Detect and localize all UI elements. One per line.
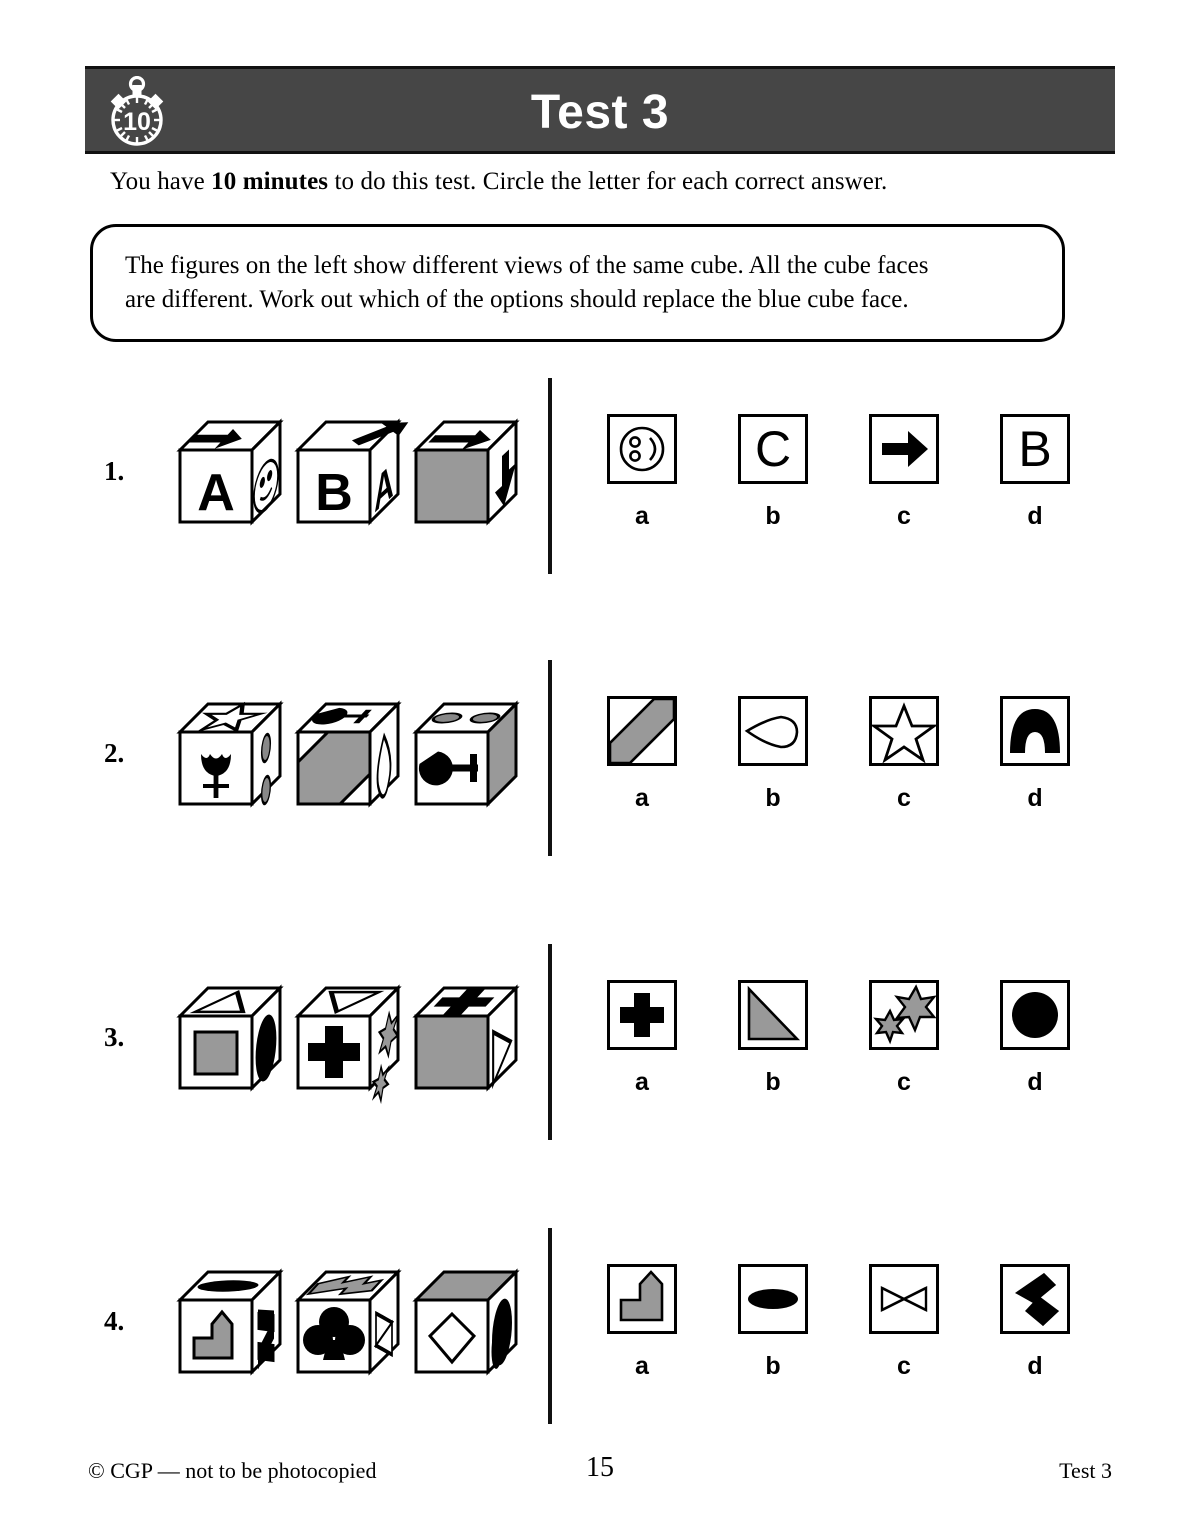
option-d[interactable] — [993, 1264, 1077, 1381]
cube-figures — [170, 680, 520, 840]
teardrop-icon — [741, 699, 805, 763]
option-c[interactable] — [862, 696, 946, 813]
cube-3-2 — [298, 988, 398, 1108]
answer-options — [600, 414, 1080, 564]
test-header-bar — [85, 66, 1115, 154]
option-label: d — [1027, 1068, 1043, 1096]
grey-house-shape-icon — [610, 1267, 674, 1331]
black-ellipse-icon — [741, 1267, 805, 1331]
option-label: c — [897, 1352, 911, 1380]
question-row-1 — [0, 378, 1200, 578]
black-arch-icon — [1003, 699, 1067, 763]
question-divider — [548, 944, 552, 1140]
question-row-4 — [0, 1228, 1200, 1428]
cube-4-2 — [298, 1272, 398, 1372]
footer-copyright: © CGP — not to be photocopied — [88, 1458, 377, 1483]
intro-prefix: You have — [110, 168, 212, 195]
question-number: 4. — [104, 1306, 125, 1336]
cube-figures — [170, 964, 520, 1124]
option-b[interactable] — [731, 414, 815, 531]
option-label: d — [1027, 1352, 1043, 1380]
question-divider — [548, 1228, 552, 1424]
cube-1-3 — [416, 422, 516, 522]
page-title: Test 3 — [530, 86, 670, 139]
intro-instruction — [110, 168, 1100, 196]
instruction-line-1: The figures on the left show different views of the same cube. All the cube faces — [125, 252, 929, 279]
option-frame[interactable] — [738, 414, 808, 484]
option-label: b — [765, 1352, 781, 1380]
option-frame[interactable] — [1000, 414, 1070, 484]
option-label: d — [1027, 784, 1043, 812]
star-outline-icon — [872, 699, 936, 763]
option-d[interactable] — [993, 980, 1077, 1097]
option-frame[interactable] — [869, 414, 939, 484]
option-frame[interactable] — [869, 1264, 939, 1334]
cube-4-3 — [416, 1272, 516, 1374]
option-b[interactable] — [731, 696, 815, 813]
question-number: 2. — [104, 738, 125, 768]
answer-options — [600, 1264, 1080, 1414]
option-a[interactable] — [600, 1264, 684, 1381]
letter-C-icon — [741, 417, 805, 481]
option-label: a — [635, 502, 649, 530]
option-label: c — [897, 1068, 911, 1096]
instruction-text — [125, 249, 1035, 317]
cube-1-1 — [180, 422, 280, 522]
option-frame[interactable] — [869, 980, 939, 1050]
option-frame[interactable] — [1000, 1264, 1070, 1334]
answer-options — [600, 980, 1080, 1130]
option-label: a — [635, 784, 649, 812]
question-number: 1. — [104, 456, 125, 486]
option-frame[interactable] — [738, 980, 808, 1050]
diagonal-band-icon — [610, 699, 674, 763]
intro-suffix: to do this test. Circle the letter for each correct answer. — [328, 168, 888, 195]
question-divider — [548, 378, 552, 574]
timer-minutes-text: 10 — [123, 108, 151, 136]
cube-1-2 — [298, 416, 417, 524]
svg-text:A: A — [374, 452, 394, 525]
option-label: c — [897, 502, 911, 530]
cube-3-1 — [180, 988, 280, 1090]
option-frame[interactable] — [607, 980, 677, 1050]
option-frame[interactable] — [1000, 696, 1070, 766]
option-label: c — [897, 784, 911, 812]
option-b[interactable] — [731, 1264, 815, 1381]
instruction-line-2: are different. Work out which of the options should replace the blue cube face. — [125, 286, 909, 313]
cube-4-1 — [180, 1272, 280, 1378]
question-row-3 — [0, 944, 1200, 1144]
option-frame[interactable] — [869, 696, 939, 766]
footer-test-label: Test 3 — [1059, 1458, 1112, 1483]
option-a[interactable] — [600, 980, 684, 1097]
intro-bold-minutes: 10 minutes — [211, 168, 329, 195]
smiley-face-icon — [610, 417, 674, 481]
option-label: a — [635, 1068, 649, 1096]
option-c[interactable] — [862, 414, 946, 531]
cube-2-1 — [180, 704, 280, 807]
cube-2-3 — [415, 704, 516, 804]
svg-text:A: A — [197, 464, 235, 522]
cube-2-2 — [298, 704, 398, 804]
option-frame[interactable] — [738, 1264, 808, 1334]
svg-text:B: B — [1018, 421, 1052, 477]
option-b[interactable] — [731, 980, 815, 1097]
option-label: d — [1027, 502, 1043, 530]
cube-figures — [170, 1248, 520, 1408]
svg-text:B: B — [315, 464, 353, 522]
option-frame[interactable] — [607, 696, 677, 766]
black-circle-icon — [1003, 983, 1067, 1047]
instruction-box — [90, 224, 1065, 342]
option-frame[interactable] — [607, 414, 677, 484]
option-frame[interactable] — [1000, 980, 1070, 1050]
right-arrow-icon — [872, 417, 936, 481]
option-frame[interactable] — [738, 696, 808, 766]
option-frame[interactable] — [607, 1264, 677, 1334]
bowtie-icon — [872, 1267, 936, 1331]
question-number: 3. — [104, 1022, 125, 1052]
option-label: b — [765, 784, 781, 812]
option-c[interactable] — [862, 980, 946, 1097]
letter-B-icon — [1003, 417, 1067, 481]
option-a[interactable] — [600, 414, 684, 531]
option-c[interactable] — [862, 1264, 946, 1381]
option-d[interactable] — [993, 696, 1077, 813]
cube-figures — [170, 398, 520, 558]
option-label: a — [635, 1352, 649, 1380]
question-divider — [548, 660, 552, 856]
option-label: b — [765, 502, 781, 530]
two-stars-icon — [872, 983, 936, 1047]
black-zigzag-icon — [1003, 1267, 1067, 1331]
grey-triangle-icon — [741, 983, 805, 1047]
option-d[interactable] — [993, 414, 1077, 531]
option-a[interactable] — [600, 696, 684, 813]
question-row-2 — [0, 660, 1200, 860]
option-label: b — [765, 1068, 781, 1096]
svg-text:C: C — [754, 421, 792, 477]
black-cross-icon — [610, 983, 674, 1047]
cube-3-3 — [416, 988, 516, 1088]
footer-page-number: 15 — [586, 1452, 614, 1483]
answer-options — [600, 696, 1080, 846]
